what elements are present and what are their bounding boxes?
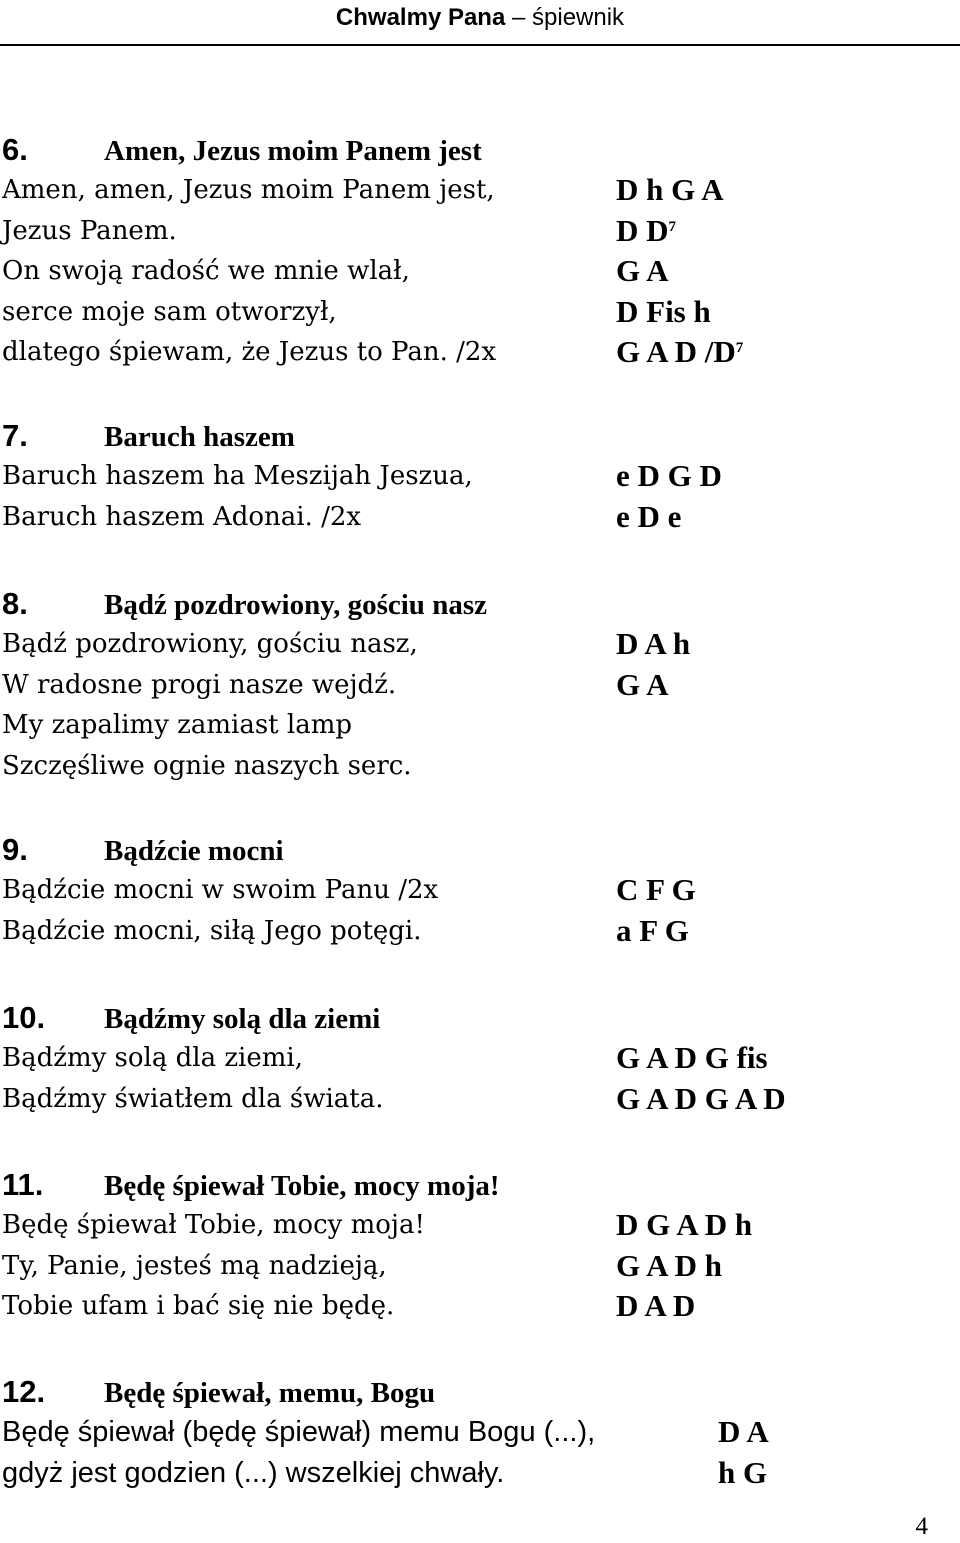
lyric-line: serce moje sam otworzył, xyxy=(2,296,337,327)
chord-line: D A D xyxy=(616,1288,696,1324)
lyric-line: Baruch haszem ha Meszijah Jeszua, xyxy=(2,461,473,491)
lyric-line: Będę śpiewał Tobie, mocy moja! xyxy=(2,1210,425,1240)
lyric-line: Bądź pozdrowiony, gościu nasz, xyxy=(2,629,418,659)
page-header xyxy=(0,0,960,36)
song-title: Będę śpiewał, memu, Bogu xyxy=(104,1377,436,1409)
lyric-line: Tobie ufam i bać się nie będę. xyxy=(2,1291,395,1322)
lyric-line: W radosne progi nasze wejdź. xyxy=(2,669,397,700)
chord-line: e D e xyxy=(616,498,682,534)
song-6 xyxy=(0,130,960,373)
chord-line: G A D $/D^7$ xyxy=(616,334,744,370)
song-title: Bądź pozdrowiony, gościu nasz xyxy=(104,589,487,621)
song-title: Będę śpiewał Tobie, mocy moja! xyxy=(104,1170,500,1202)
song-number: 6. xyxy=(2,132,28,167)
chord-line: e D G D xyxy=(616,458,722,493)
song-title: Bądźmy solą dla ziemi xyxy=(104,1003,381,1035)
song-title: Amen, Jezus moim Panem jest xyxy=(104,135,482,167)
song-8 xyxy=(0,584,960,786)
lyric-line: dlatego śpiewam, że Jezus to Pan. /2x xyxy=(2,337,497,368)
chord-line: a F G xyxy=(616,912,689,948)
song-title: Baruch haszem xyxy=(104,421,295,453)
header-title: Chwalmy Pana xyxy=(335,4,506,31)
song-9 xyxy=(0,830,960,951)
song-number: 8. xyxy=(2,586,28,621)
chord-line: D h G A xyxy=(616,172,724,207)
lyric-line: Bądźmy światłem dla świata. xyxy=(2,1083,384,1114)
lyric-line: On swoją radość we mnie wlał, xyxy=(2,256,410,287)
lyric-line: gdyż jest godzien (...) wszelkiej chwały. xyxy=(2,1456,505,1489)
song-number: 12. xyxy=(2,1374,46,1409)
song-number: 9. xyxy=(2,832,28,867)
song-number: 7. xyxy=(2,418,28,453)
song-11 xyxy=(0,1165,960,1327)
lyric-line: Baruch haszem Adonai. /2x xyxy=(2,501,362,532)
lyric-line: Szczęśliwe ognie naszych serc. xyxy=(2,750,412,781)
header-separator: – xyxy=(505,4,533,31)
header-subtitle: śpiewnik xyxy=(532,4,625,31)
song-7 xyxy=(0,416,960,537)
lyric-line: Amen, amen, Jezus moim Panem jest, xyxy=(2,175,495,205)
lyric-line: Bądźcie mocni w swoim Panu /2x xyxy=(2,875,439,905)
chord-line: G A xyxy=(616,666,669,702)
chord-superscript: 7 xyxy=(668,218,677,235)
song-number: 10. xyxy=(2,1000,46,1035)
lyric-line: Bądźmy solą dla ziemi, xyxy=(2,1043,303,1073)
song-10 xyxy=(0,998,960,1119)
chord-line: D G A D h xyxy=(616,1207,753,1242)
chord-line: D $D^7$ xyxy=(616,212,677,248)
header-divider xyxy=(0,44,960,46)
lyric-line: My zapalimy zamiast lamp xyxy=(2,710,352,741)
chord-line: G A D G A D xyxy=(616,1080,786,1116)
chord-superscript: 7 xyxy=(735,340,744,357)
chord-line: C F G xyxy=(616,872,696,907)
chord-line: D Fis h xyxy=(616,293,711,329)
lyric-line: Ty, Panie, jesteś mą nadzieją, xyxy=(2,1250,387,1281)
lyric-line: Jezus Panem. xyxy=(2,215,177,246)
chord-line: D A h xyxy=(616,626,691,661)
chord-line: G A D h xyxy=(616,1247,722,1283)
chord-line: G A D G fis xyxy=(616,1040,768,1075)
lyric-line: Będę śpiewał (będę śpiewał) memu Bogu (...), xyxy=(2,1416,596,1448)
chord-line: D A xyxy=(718,1414,769,1449)
chord-line: G A xyxy=(616,253,669,289)
song-12 xyxy=(0,1372,960,1493)
song-number: 11. xyxy=(2,1167,44,1202)
song-title: Bądźcie mocni xyxy=(104,835,284,867)
page-number: 4 xyxy=(915,1513,928,1540)
chord-line: h G xyxy=(718,1454,768,1490)
lyric-line: Bądźcie mocni, siłą Jego potęgi. xyxy=(2,915,422,946)
